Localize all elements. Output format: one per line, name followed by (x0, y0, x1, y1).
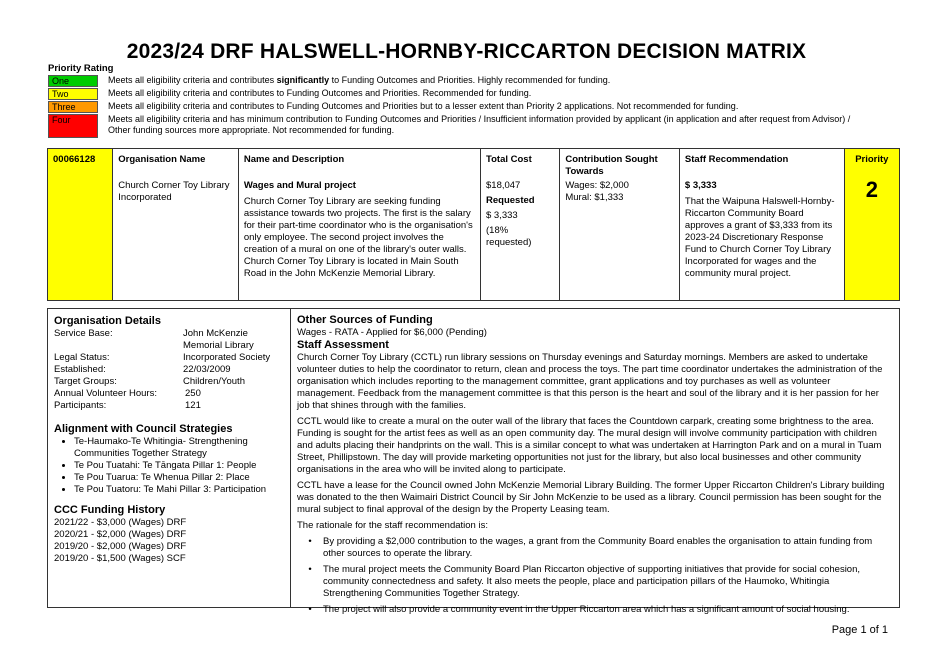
priority-rating-row (48, 88, 868, 100)
assessment-paragraph: Church Corner Toy Library (CCTL) run library sessions on Thursday evenings and Saturday mornings. Members are asked to undertake volunteer duties to help the coordinator to return, clean and process the toys. The part time coordinator undertakes the administration of the organisation which includes reporting to the management committee, grant applications and toy purchases as well as volunteer management. Feedback from the management committee is that this person is the heart and soul of the library and it is her passion for her job that shines through with the families. (297, 352, 883, 411)
contrib-mural: Mural: $1,333 (565, 192, 624, 203)
staff-header: Staff Recommendation (684, 154, 789, 165)
priority-swatch-two: Two (48, 88, 98, 100)
priority-rating-row (48, 114, 868, 138)
priority-description: Meets all eligibility criteria and contributes to Funding Outcomes and Priorities. Recommended for funding. (108, 88, 532, 98)
list-item: • Te-Haumako-Te Whitingia- Strengthening Communities Together Strategy (74, 436, 290, 460)
page-title: 2023/24 DRF HALSWELL-HORNBY-RICCARTON DECISION MATRIX (126, 40, 807, 63)
priority-description: Meets all eligibility criteria and contributes to Funding Outcomes and Priorities but to a lesser extent than Priority 2 applications. Not recommended for funding. (108, 101, 739, 111)
org-header: Organisation Name (118, 154, 206, 165)
right-column (291, 309, 891, 615)
desc-header: Name and Description (243, 154, 345, 165)
list-item: • The project will also provide a community event in the Upper Riccarton area which has a significant amount of social housing. (308, 604, 850, 615)
detail-row: Target Groups: Children/Youth (54, 376, 245, 387)
other-funding-text: Wages - RATA - Applied for $6,000 (Pending) (297, 327, 487, 338)
priority-value: 2 (865, 177, 878, 202)
page-number: Page 1 of 1 (831, 624, 888, 636)
priority-rating-row (48, 101, 868, 113)
alignment-heading: Alignment with Council Strategies (54, 423, 233, 435)
priority-cell (844, 149, 899, 301)
alignment-list (54, 436, 290, 496)
org-name: Church Corner Toy Library Incorporated (118, 180, 230, 203)
priority-header: Priority (855, 154, 889, 165)
requested-amount: $ 3,333 (486, 210, 518, 221)
project-title: Wages and Mural project (243, 180, 356, 191)
other-funding-heading: Other Sources of Funding (297, 314, 433, 326)
priority-swatch-one: One (48, 75, 98, 87)
application-table (47, 148, 900, 301)
list-item: • Te Pou Tuatahi: Te Tāngata Pillar 1: People (74, 460, 290, 472)
staff-assessment-heading: Staff Assessment (297, 339, 389, 351)
list-item: 2020/21 - $2,000 (Wages) DRF (54, 529, 187, 540)
staff-rec-cell (679, 149, 844, 301)
requested-percent: (18% requested) (486, 225, 532, 248)
detail-row: Legal Status: Incorporated Society (54, 352, 271, 363)
requested-label: Requested (486, 195, 535, 206)
contribution-cell (560, 149, 680, 301)
application-id-cell (48, 149, 113, 301)
detail-row: Annual Volunteer Hours: 250 (54, 388, 201, 399)
priority-swatch-three: Three (48, 101, 98, 113)
priority-rating-row (48, 75, 868, 87)
staff-recommendation: That the Waipuna Halswell-Hornby-Riccarton Community Board approves a grant of $3,333 from its 2023-24 Discretionary Response Fund to Church Corner Toy Library Incorporated for wages and the community mural project. (684, 196, 835, 279)
description-cell (238, 149, 480, 301)
priority-description: Meets all eligibility criteria and has minimum contribution to Funding Outcomes and Priorities / Insufficient information provided by applicant (in application and after request from Advisor) / Other funding sources more appropriate. Not recommended for funding. (108, 114, 851, 135)
list-item: • The mural project meets the Community Board Plan Riccarton objective of supporting initiatives that provide for social cohesion, community connectedness and safety. It also meets the people, place and participation pillars of the Haumoko, Whitingia Strengthening Communities Together Strategy. (308, 564, 861, 599)
priority-swatch-four: Four (48, 114, 98, 138)
assessment-paragraph: CCTL would like to create a mural on the outer wall of the library that faces the Countdown carpark, creating some brightness to the area. Funding is sought for the artist fees as well as an open community day. The mural design will involve community participation with children and adults placing their handprints on the wall. This is a similar concept to what was undertaken at Harrington Park and on a mural in Tuam Street, Phillipstown. The day will provide marketing opportunities not just for the library, but also local businesses and other community organisations in the area who will be invited along to participate. (297, 416, 882, 475)
contrib-wages: Wages: $2,000 (565, 180, 629, 191)
contrib-header: Contribution Sought Towards (565, 154, 658, 177)
detail-row: Service Base: John McKenzie Memorial Library (54, 328, 254, 351)
cost-cell (481, 149, 560, 301)
priority-description: Meets all eligibility criteria and contributes significantly to Funding Outcomes and Priorities. Highly recommended for funding. (108, 75, 611, 85)
list-item: • Te Pou Tuatoru: Te Mahi Pillar 3: Participation (74, 484, 290, 496)
priority-rating-heading: Priority Rating (48, 63, 114, 74)
details-panel (47, 308, 900, 615)
list-item: 2021/22 - $3,000 (Wages) DRF (54, 517, 187, 528)
cost-header: Total Cost (486, 154, 532, 165)
list-item: 2019/20 - $2,000 (Wages) DRF (54, 541, 187, 552)
detail-row: Established: 22/03/2009 (54, 364, 231, 375)
ccc-history-heading: CCC Funding History (54, 504, 166, 516)
assessment-paragraph: The rationale for the staff recommendation is: (297, 520, 488, 531)
org-cell (113, 149, 239, 301)
list-item: 2019/20 - $1,500 (Wages) SCF (54, 553, 186, 564)
project-description: Church Corner Toy Library are seeking funding assistance towards two projects. The first is the salary for their part-time coordinator who is the organisation's only employee. The second project involves the creation of a mural on one of the library's outer walls. Church Corner Toy Library is located in Main South Road in the John McKenzie Memorial Library. (243, 196, 473, 279)
list-item: • Te Pou Tuarua: Te Whenua Pillar 2: Place (74, 472, 290, 484)
left-column (48, 309, 291, 607)
list-item: • By providing a $2,000 contribution to the wages, a grant from the Community Board enables the organisation to attain funding from other sources to operate the library. (308, 536, 873, 559)
assessment-paragraph: CCTL have a lease for the Council owned John McKenzie Memorial Library Building. The former Upper Riccarton Children's Library building was donated to the then Waimairi District Council by Sir John McKenzie to be used as a library. Council permission has been sought for the mural subject to final approval of the design by the Property Leasing team. (297, 480, 885, 515)
staff-amount: $ 3,333 (684, 180, 717, 191)
application-id: 00066128 (53, 154, 96, 165)
detail-row: Participants: 121 (54, 400, 201, 411)
total-cost: $18,047 (486, 180, 521, 191)
org-details-heading: Organisation Details (54, 315, 161, 327)
